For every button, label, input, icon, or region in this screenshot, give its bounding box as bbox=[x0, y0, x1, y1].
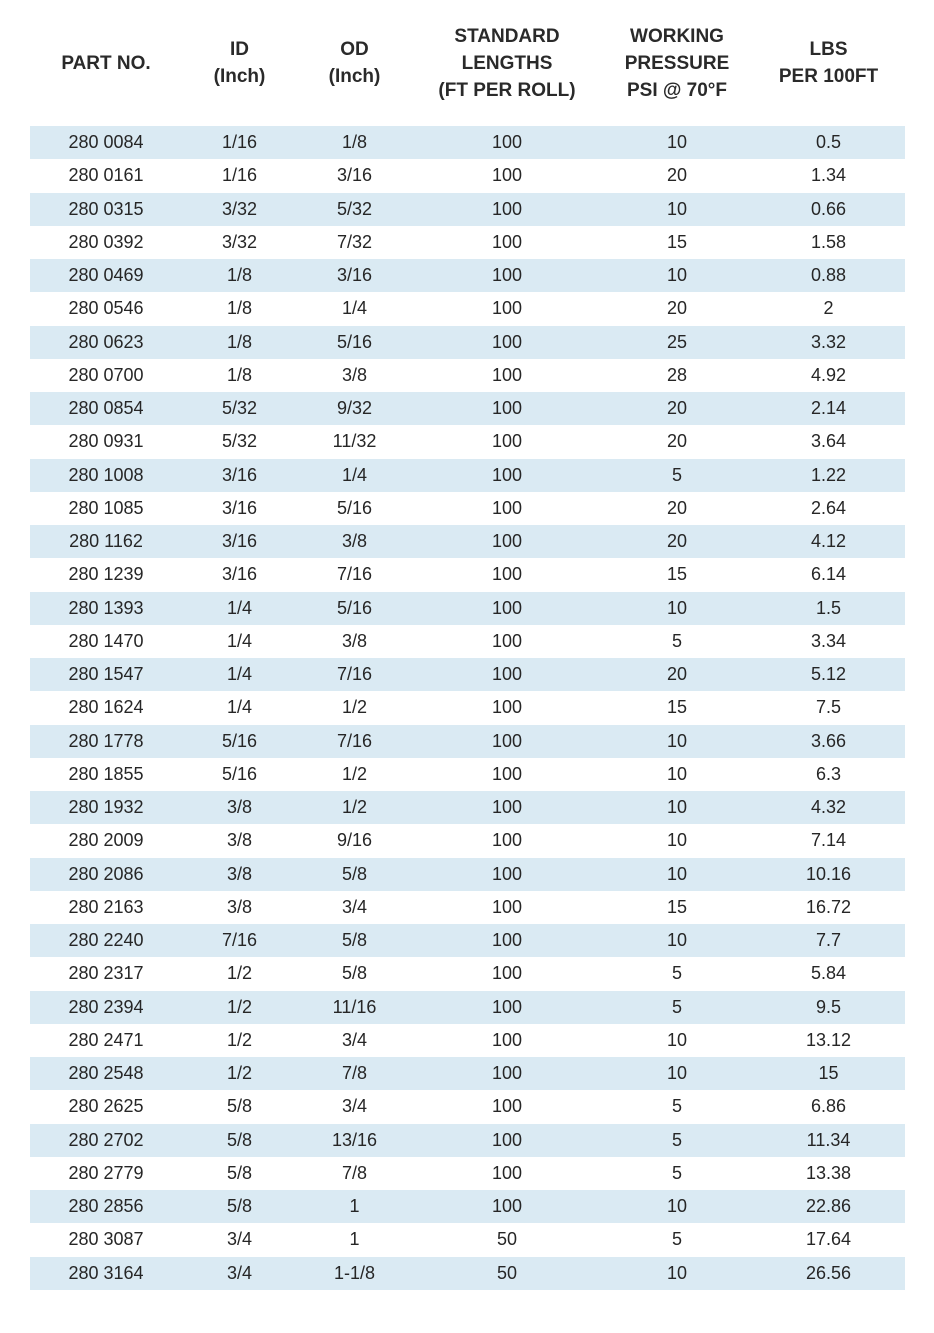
weight-cell: 2.14 bbox=[810, 398, 847, 419]
pressure-cell: 28 bbox=[666, 364, 688, 385]
od-cell: 3/16 bbox=[336, 165, 373, 186]
id-cell: 1/2 bbox=[226, 1063, 253, 1084]
part-no-cell: 280 2625 bbox=[68, 1096, 144, 1117]
length-cell: 50 bbox=[496, 1262, 518, 1283]
pressure-cell: 25 bbox=[666, 331, 688, 352]
header-part-no: PART NO. bbox=[61, 52, 151, 74]
table-row bbox=[30, 492, 905, 525]
id-cell: 3/32 bbox=[221, 198, 258, 219]
part-no-cell: 280 1008 bbox=[68, 464, 144, 485]
od-cell: 5/16 bbox=[336, 597, 373, 618]
weight-cell: 5.12 bbox=[810, 664, 847, 685]
weight-cell: 1.5 bbox=[815, 597, 842, 618]
pressure-cell: 10 bbox=[666, 730, 688, 751]
weight-cell: 7.7 bbox=[815, 930, 842, 951]
od-cell: 1 bbox=[349, 1196, 360, 1217]
pressure-cell: 5 bbox=[671, 1096, 682, 1117]
pressure-cell: 20 bbox=[666, 431, 688, 452]
weight-cell: 3.34 bbox=[810, 630, 847, 651]
pressure-cell: 10 bbox=[666, 1262, 688, 1283]
table-row bbox=[30, 658, 905, 691]
od-cell: 3/4 bbox=[341, 1096, 368, 1117]
pressure-cell: 15 bbox=[666, 231, 688, 252]
part-no-cell: 280 0546 bbox=[68, 298, 144, 319]
table-body bbox=[30, 126, 905, 1290]
length-cell: 100 bbox=[491, 1096, 523, 1117]
weight-cell: 13.38 bbox=[805, 1162, 852, 1183]
id-cell: 3/8 bbox=[226, 896, 253, 917]
pressure-cell: 15 bbox=[666, 564, 688, 585]
part-no-cell: 280 1470 bbox=[68, 630, 144, 651]
pressure-cell: 20 bbox=[666, 298, 688, 319]
part-no-cell: 280 0161 bbox=[68, 165, 144, 186]
weight-cell: 1.34 bbox=[810, 165, 847, 186]
id-cell: 1/8 bbox=[226, 364, 253, 385]
part-no-cell: 280 0469 bbox=[68, 265, 144, 286]
weight-cell: 22.86 bbox=[805, 1196, 852, 1217]
part-no-cell: 280 2856 bbox=[68, 1196, 144, 1217]
length-cell: 100 bbox=[491, 1063, 523, 1084]
od-cell: 1 bbox=[349, 1229, 360, 1250]
table-row bbox=[30, 193, 905, 226]
id-cell: 3/16 bbox=[221, 531, 258, 552]
table-header bbox=[30, 0, 905, 126]
part-no-cell: 280 0700 bbox=[68, 364, 144, 385]
length-cell: 100 bbox=[491, 331, 523, 352]
table-row bbox=[30, 1090, 905, 1123]
pressure-cell: 10 bbox=[666, 863, 688, 884]
id-cell: 1/16 bbox=[221, 165, 258, 186]
length-cell: 100 bbox=[491, 597, 523, 618]
table-row bbox=[30, 558, 905, 591]
od-cell: 1/8 bbox=[341, 132, 368, 153]
id-cell: 5/8 bbox=[226, 1129, 253, 1150]
od-cell: 1/4 bbox=[341, 298, 368, 319]
length-cell: 100 bbox=[491, 364, 523, 385]
part-no-cell: 280 2009 bbox=[68, 830, 144, 851]
length-cell: 100 bbox=[491, 265, 523, 286]
pressure-cell: 5 bbox=[671, 963, 682, 984]
length-cell: 100 bbox=[491, 298, 523, 319]
od-cell: 3/8 bbox=[341, 531, 368, 552]
length-cell: 100 bbox=[491, 198, 523, 219]
table-row bbox=[30, 824, 905, 857]
length-cell: 100 bbox=[491, 1129, 523, 1150]
length-cell: 100 bbox=[491, 730, 523, 751]
table-row bbox=[30, 891, 905, 924]
table-row bbox=[30, 924, 905, 957]
part-no-cell: 280 1085 bbox=[68, 497, 144, 518]
id-cell: 1/8 bbox=[226, 331, 253, 352]
od-cell: 9/32 bbox=[336, 398, 373, 419]
weight-cell: 3.32 bbox=[810, 331, 847, 352]
part-no-cell: 280 2086 bbox=[68, 863, 144, 884]
pressure-cell: 10 bbox=[666, 1196, 688, 1217]
id-cell: 1/2 bbox=[226, 963, 253, 984]
od-cell: 7/16 bbox=[336, 664, 373, 685]
part-no-cell: 280 1624 bbox=[68, 697, 144, 718]
weight-cell: 4.32 bbox=[810, 797, 847, 818]
weight-cell: 3.66 bbox=[810, 730, 847, 751]
part-no-cell: 280 2471 bbox=[68, 1029, 144, 1050]
length-cell: 100 bbox=[491, 963, 523, 984]
pressure-cell: 10 bbox=[666, 597, 688, 618]
id-cell: 1/16 bbox=[221, 132, 258, 153]
id-cell: 5/8 bbox=[226, 1096, 253, 1117]
table-row bbox=[30, 292, 905, 325]
part-no-cell: 280 1932 bbox=[68, 797, 144, 818]
pressure-cell: 10 bbox=[666, 830, 688, 851]
pressure-cell: 10 bbox=[666, 763, 688, 784]
length-cell: 100 bbox=[491, 763, 523, 784]
weight-cell: 3.64 bbox=[810, 431, 847, 452]
table-row bbox=[30, 525, 905, 558]
id-cell: 1/4 bbox=[226, 597, 253, 618]
od-cell: 1/2 bbox=[341, 763, 368, 784]
id-cell: 1/2 bbox=[226, 996, 253, 1017]
id-cell: 1/8 bbox=[226, 298, 253, 319]
table-row bbox=[30, 592, 905, 625]
od-cell: 3/8 bbox=[341, 364, 368, 385]
pressure-cell: 5 bbox=[671, 1229, 682, 1250]
length-cell: 100 bbox=[491, 630, 523, 651]
table-row bbox=[30, 126, 905, 159]
length-cell: 100 bbox=[491, 830, 523, 851]
table-row bbox=[30, 1257, 905, 1290]
od-cell: 5/8 bbox=[341, 863, 368, 884]
id-cell: 7/16 bbox=[221, 930, 258, 951]
weight-cell: 6.3 bbox=[815, 763, 842, 784]
weight-cell: 4.92 bbox=[810, 364, 847, 385]
od-cell: 5/16 bbox=[336, 497, 373, 518]
od-cell: 5/8 bbox=[341, 963, 368, 984]
table-row bbox=[30, 359, 905, 392]
part-no-cell: 280 1855 bbox=[68, 763, 144, 784]
weight-cell: 6.14 bbox=[810, 564, 847, 585]
part-no-cell: 280 2779 bbox=[68, 1162, 144, 1183]
length-cell: 100 bbox=[491, 464, 523, 485]
length-cell: 100 bbox=[491, 697, 523, 718]
pressure-cell: 10 bbox=[666, 930, 688, 951]
id-cell: 3/4 bbox=[226, 1262, 253, 1283]
id-cell: 5/32 bbox=[221, 431, 258, 452]
id-cell: 3/8 bbox=[226, 863, 253, 884]
od-cell: 1/2 bbox=[341, 697, 368, 718]
weight-cell: 16.72 bbox=[805, 896, 852, 917]
weight-cell: 10.16 bbox=[805, 863, 852, 884]
pressure-cell: 5 bbox=[671, 1162, 682, 1183]
length-cell: 100 bbox=[491, 398, 523, 419]
table-row bbox=[30, 791, 905, 824]
part-no-cell: 280 2317 bbox=[68, 963, 144, 984]
length-cell: 100 bbox=[491, 231, 523, 252]
weight-cell: 17.64 bbox=[805, 1229, 852, 1250]
length-cell: 100 bbox=[491, 431, 523, 452]
pressure-cell: 20 bbox=[666, 165, 688, 186]
pressure-cell: 10 bbox=[666, 265, 688, 286]
od-cell: 11/32 bbox=[332, 431, 377, 452]
weight-cell: 0.66 bbox=[810, 198, 847, 219]
pressure-cell: 5 bbox=[671, 464, 682, 485]
table-row bbox=[30, 1223, 905, 1256]
pressure-cell: 10 bbox=[666, 797, 688, 818]
weight-cell: 13.12 bbox=[805, 1029, 852, 1050]
id-cell: 5/8 bbox=[226, 1162, 253, 1183]
part-no-cell: 280 0315 bbox=[68, 198, 144, 219]
part-no-cell: 280 2163 bbox=[68, 896, 144, 917]
table-row bbox=[30, 725, 905, 758]
header-lbs-per-100ft: LBS PER 100FT bbox=[778, 39, 879, 87]
od-cell: 1-1/8 bbox=[333, 1262, 376, 1283]
part-no-cell: 280 0854 bbox=[68, 398, 144, 419]
od-cell: 7/16 bbox=[336, 730, 373, 751]
table-row bbox=[30, 957, 905, 990]
od-cell: 3/8 bbox=[341, 630, 368, 651]
id-cell: 3/16 bbox=[221, 564, 258, 585]
pressure-cell: 10 bbox=[666, 1063, 688, 1084]
od-cell: 3/16 bbox=[336, 265, 373, 286]
pressure-cell: 20 bbox=[666, 531, 688, 552]
header-id: ID (Inch) bbox=[213, 39, 266, 87]
pressure-cell: 20 bbox=[666, 664, 688, 685]
header-working-pressure: WORKING PRESSURE PSI @ 70°F bbox=[624, 25, 730, 101]
table-row bbox=[30, 1124, 905, 1157]
weight-cell: 7.5 bbox=[815, 697, 842, 718]
part-no-cell: 280 3087 bbox=[68, 1229, 144, 1250]
table-row bbox=[30, 1190, 905, 1223]
table-row bbox=[30, 259, 905, 292]
part-no-cell: 280 1778 bbox=[68, 730, 144, 751]
weight-cell: 9.5 bbox=[815, 996, 842, 1017]
length-cell: 100 bbox=[491, 664, 523, 685]
length-cell: 100 bbox=[491, 1162, 523, 1183]
length-cell: 100 bbox=[491, 863, 523, 884]
od-cell: 5/16 bbox=[336, 331, 373, 352]
id-cell: 5/32 bbox=[221, 398, 258, 419]
weight-cell: 1.22 bbox=[810, 464, 847, 485]
od-cell: 7/8 bbox=[341, 1162, 368, 1183]
od-cell: 1/4 bbox=[341, 464, 368, 485]
pressure-cell: 10 bbox=[666, 1029, 688, 1050]
weight-cell: 4.12 bbox=[810, 531, 847, 552]
weight-cell: 15 bbox=[818, 1063, 839, 1084]
length-cell: 100 bbox=[491, 1196, 523, 1217]
weight-cell: 7.14 bbox=[810, 830, 847, 851]
header-standard-lengths: STANDARD LENGTHS (FT PER ROLL) bbox=[438, 25, 576, 101]
table-row bbox=[30, 326, 905, 359]
od-cell: 7/16 bbox=[336, 564, 373, 585]
od-cell: 5/32 bbox=[336, 198, 373, 219]
pressure-cell: 10 bbox=[666, 198, 688, 219]
table-row bbox=[30, 858, 905, 891]
od-cell: 7/32 bbox=[336, 231, 373, 252]
length-cell: 50 bbox=[496, 1229, 518, 1250]
id-cell: 1/4 bbox=[226, 697, 253, 718]
weight-cell: 5.84 bbox=[810, 963, 847, 984]
id-cell: 3/8 bbox=[226, 830, 253, 851]
weight-cell: 6.86 bbox=[810, 1096, 847, 1117]
part-no-cell: 280 1162 bbox=[69, 531, 143, 552]
weight-cell: 0.88 bbox=[810, 265, 847, 286]
part-no-cell: 280 1393 bbox=[68, 597, 144, 618]
length-cell: 100 bbox=[491, 930, 523, 951]
id-cell: 5/16 bbox=[221, 730, 258, 751]
id-cell: 1/2 bbox=[226, 1029, 253, 1050]
od-cell: 7/8 bbox=[341, 1063, 368, 1084]
weight-cell: 0.5 bbox=[815, 132, 842, 153]
part-no-cell: 280 2702 bbox=[68, 1129, 144, 1150]
id-cell: 1/4 bbox=[226, 630, 253, 651]
part-no-cell: 280 3164 bbox=[68, 1262, 144, 1283]
pressure-cell: 15 bbox=[666, 896, 688, 917]
length-cell: 100 bbox=[491, 996, 523, 1017]
id-cell: 5/8 bbox=[226, 1196, 253, 1217]
length-cell: 100 bbox=[491, 797, 523, 818]
length-cell: 100 bbox=[491, 1029, 523, 1050]
part-no-cell: 280 0392 bbox=[68, 231, 144, 252]
header-od: OD (Inch) bbox=[328, 39, 381, 87]
length-cell: 100 bbox=[491, 564, 523, 585]
length-cell: 100 bbox=[491, 132, 523, 153]
id-cell: 3/4 bbox=[226, 1229, 253, 1250]
table-row bbox=[30, 459, 905, 492]
table-row bbox=[30, 1157, 905, 1190]
id-cell: 1/4 bbox=[226, 664, 253, 685]
od-cell: 9/16 bbox=[336, 830, 373, 851]
part-no-cell: 280 2548 bbox=[68, 1063, 144, 1084]
pressure-cell: 10 bbox=[666, 132, 688, 153]
id-cell: 5/16 bbox=[221, 763, 258, 784]
weight-cell: 11.34 bbox=[806, 1129, 851, 1150]
weight-cell: 2.64 bbox=[810, 497, 847, 518]
weight-cell: 26.56 bbox=[805, 1262, 852, 1283]
pressure-cell: 5 bbox=[671, 630, 682, 651]
id-cell: 3/8 bbox=[226, 797, 253, 818]
pressure-cell: 5 bbox=[671, 996, 682, 1017]
od-cell: 3/4 bbox=[341, 896, 368, 917]
part-no-cell: 280 0931 bbox=[68, 431, 144, 452]
pressure-cell: 20 bbox=[666, 497, 688, 518]
pressure-cell: 20 bbox=[666, 398, 688, 419]
table-row bbox=[30, 1057, 905, 1090]
od-cell: 3/4 bbox=[341, 1029, 368, 1050]
part-no-cell: 280 2240 bbox=[68, 930, 144, 951]
length-cell: 100 bbox=[491, 531, 523, 552]
table-row bbox=[30, 159, 905, 192]
tubing-spec-table bbox=[30, 0, 905, 1290]
part-no-cell: 280 1239 bbox=[68, 564, 144, 585]
id-cell: 3/16 bbox=[221, 497, 258, 518]
part-no-cell: 280 0623 bbox=[68, 331, 144, 352]
od-cell: 13/16 bbox=[331, 1129, 378, 1150]
id-cell: 3/16 bbox=[221, 464, 258, 485]
part-no-cell: 280 2394 bbox=[68, 996, 144, 1017]
od-cell: 1/2 bbox=[341, 797, 368, 818]
od-cell: 5/8 bbox=[341, 930, 368, 951]
length-cell: 100 bbox=[491, 497, 523, 518]
table-row bbox=[30, 991, 905, 1024]
id-cell: 3/32 bbox=[221, 231, 258, 252]
table-row bbox=[30, 226, 905, 259]
part-no-cell: 280 0084 bbox=[68, 132, 144, 153]
length-cell: 100 bbox=[491, 165, 523, 186]
table-row bbox=[30, 691, 905, 724]
length-cell: 100 bbox=[491, 896, 523, 917]
table-row bbox=[30, 1024, 905, 1057]
part-no-cell: 280 1547 bbox=[68, 664, 144, 685]
table-row bbox=[30, 425, 905, 458]
table-row bbox=[30, 625, 905, 658]
weight-cell: 2 bbox=[823, 298, 834, 319]
pressure-cell: 5 bbox=[671, 1129, 682, 1150]
table-row bbox=[30, 392, 905, 425]
pressure-cell: 15 bbox=[666, 697, 688, 718]
od-cell: 11/16 bbox=[332, 996, 377, 1017]
table-row bbox=[30, 758, 905, 791]
id-cell: 1/8 bbox=[226, 265, 253, 286]
weight-cell: 1.58 bbox=[810, 231, 847, 252]
